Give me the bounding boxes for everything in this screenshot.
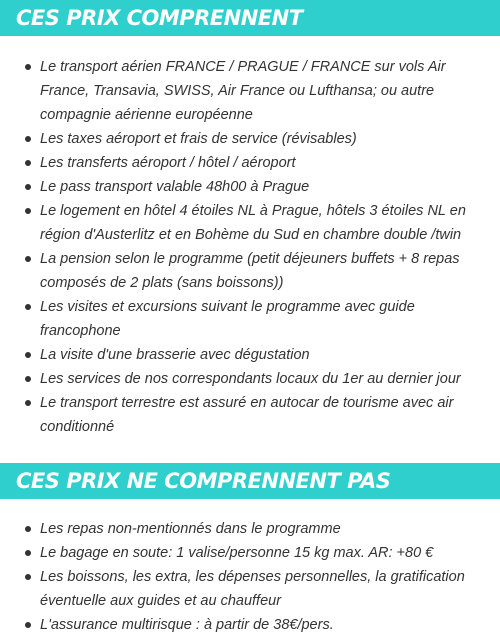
bullet-icon: [25, 400, 31, 406]
list-item: [0, 55, 500, 127]
list-item-text: Les taxes aéroport et frais de service (révisables): [40, 131, 357, 147]
excluded-section-title: CES PRIX NE COMPRENNENT PAS: [0, 463, 500, 499]
list-item-text: La visite d'une brasserie avec dégustation: [40, 347, 310, 363]
bullet-icon: [25, 208, 31, 214]
bullet-icon: [25, 550, 31, 556]
bullet-icon: [25, 160, 31, 166]
list-item: [0, 247, 500, 295]
bullet-icon: [25, 526, 31, 532]
list-item: [0, 391, 500, 439]
bullet-icon: [25, 304, 31, 310]
list-item: [0, 151, 500, 175]
bullet-icon: [25, 352, 31, 358]
excluded-list: [0, 517, 500, 637]
list-item-text: L'assurance multirisque : à partir de 38€/pers.: [40, 617, 334, 633]
list-item-text: La pension selon le programme (petit déjeuners buffets + 8 repas composés de 2 plats (sans boissons)): [40, 251, 460, 291]
bullet-icon: [25, 256, 31, 262]
list-item: [0, 295, 500, 343]
list-item-text: Le logement en hôtel 4 étoiles NL à Prague, hôtels 3 étoiles NL en région d'Austerlitz et en Bohème du Sud en chambre double /twin: [40, 203, 466, 243]
list-item-text: Les visites et excursions suivant le programme avec guide francophone: [40, 299, 415, 339]
bullet-icon: [25, 376, 31, 382]
list-item-text: Le bagage en soute: 1 valise/personne 15 kg max. AR: +80 €: [40, 545, 434, 561]
list-item-text: Les services de nos correspondants locaux du 1er au dernier jour: [40, 371, 461, 387]
list-item: [0, 541, 500, 565]
list-item-text: Le transport aérien FRANCE / PRAGUE / FRANCE sur vols Air France, Transavia, SWISS, Air France ou Lufthansa; ou autre compagnie aérienne européenne: [40, 59, 446, 123]
list-item: [0, 175, 500, 199]
list-item-text: Les repas non-mentionnés dans le programme: [40, 521, 341, 537]
list-item: [0, 613, 500, 637]
list-item: [0, 127, 500, 151]
list-item: [0, 517, 500, 541]
list-item-text: Le transport terrestre est assuré en autocar de tourisme avec air conditionné: [40, 395, 454, 435]
list-item-text: Le pass transport valable 48h00 à Prague: [40, 179, 310, 195]
list-item: [0, 367, 500, 391]
bullet-icon: [25, 622, 31, 628]
included-section-title: CES PRIX COMPRENNENT: [0, 0, 500, 36]
list-item: [0, 565, 500, 613]
bullet-icon: [25, 574, 31, 580]
list-item: [0, 343, 500, 367]
bullet-icon: [25, 64, 31, 70]
included-list: [0, 55, 500, 439]
bullet-icon: [25, 184, 31, 190]
list-item-text: Les boissons, les extra, les dépenses personnelles, la gratification éventuelle aux guides et au chauffeur: [40, 569, 465, 609]
list-item-text: Les transferts aéroport / hôtel / aéroport: [40, 155, 296, 171]
bullet-icon: [25, 136, 31, 142]
list-item: [0, 199, 500, 247]
